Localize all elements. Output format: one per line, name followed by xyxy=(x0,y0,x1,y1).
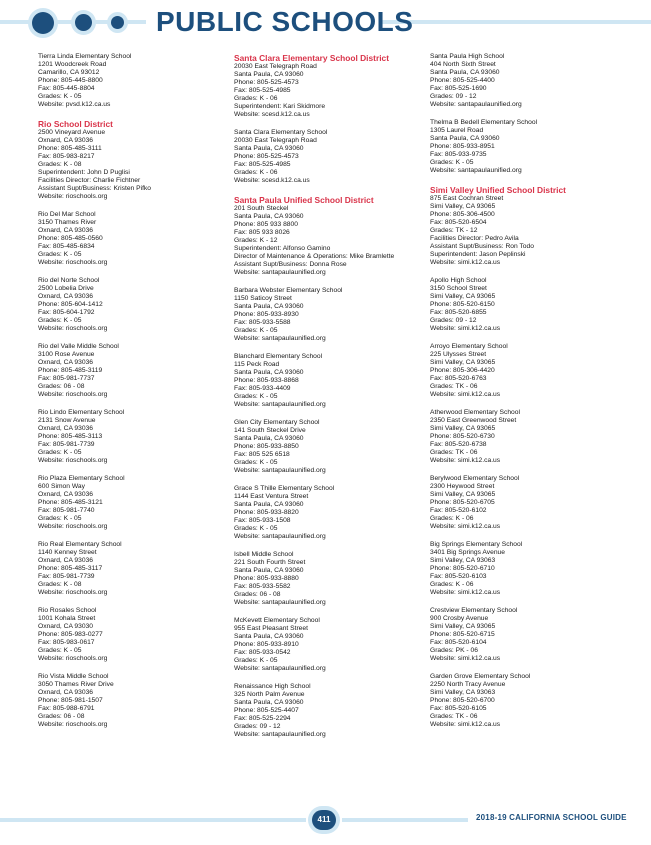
entry-line: Oxnard, CA 93030 xyxy=(38,623,94,630)
entry-line: Website: santapaulaunified.org xyxy=(234,401,326,408)
entry-line: Fax: 805-520-6504 xyxy=(430,219,487,226)
footer-rule-right xyxy=(342,818,468,822)
entry-line: Phone: 805-520-6150 xyxy=(430,301,495,308)
entry-line: Phone: 805-933-8930 xyxy=(234,311,299,318)
entry-line: Phone: 805-520-6715 xyxy=(430,631,495,638)
entry-line: Phone: 805-520-6730 xyxy=(430,433,495,440)
entry-line: Website: rioschools.org xyxy=(38,655,108,662)
entry-line: Phone: 805-485-3117 xyxy=(38,565,103,572)
entry-line: Grades: K - 05 xyxy=(38,251,82,258)
entry-line: Website: santapaulaunified.org xyxy=(234,335,326,342)
entry-line: Grades: K - 05 xyxy=(38,647,82,654)
entry-line: 20030 East Telegraph Road xyxy=(234,63,317,70)
school-entry xyxy=(234,683,424,739)
entry-line: 2300 Heywood Street xyxy=(430,483,495,490)
footer-rule-left xyxy=(0,818,306,822)
entry-line: Fax: 805-981-7739 xyxy=(38,573,95,580)
school-name: Grace S Thille Elementary School xyxy=(234,485,335,492)
school-entry xyxy=(430,119,620,175)
entry-line: Fax: 805-933-5588 xyxy=(234,319,291,326)
school-entry xyxy=(430,409,620,465)
school-name: Rio del Norte School xyxy=(38,277,100,284)
entry-line: Assistant Supt/Business: Donna Rose xyxy=(234,261,347,268)
school-name: Big Springs Elementary School xyxy=(430,541,523,548)
school-name: Berylwood Elementary School xyxy=(430,475,520,482)
entry-line: Phone: 805-933-8820 xyxy=(234,509,299,516)
entry-line: Phone: 805-933-8880 xyxy=(234,575,299,582)
entry-line: Grades: 06 - 08 xyxy=(234,591,281,598)
entry-line: Superintendent: John D Puglisi xyxy=(38,169,130,176)
entry-line: Website: santapaulaunified.org xyxy=(234,731,326,738)
school-name: Renaissance High School xyxy=(234,683,311,690)
page-footer xyxy=(0,808,651,838)
header-dot-small-icon xyxy=(111,16,124,29)
entry-line: Fax: 805-525-2294 xyxy=(234,715,291,722)
entry-line: Fax: 805-933-5582 xyxy=(234,583,291,590)
entry-line: 875 East Cochran Street xyxy=(430,195,504,202)
entry-line: Grades: K - 06 xyxy=(430,581,474,588)
entry-line: Assistant Supt/Business: Ron Todo xyxy=(430,243,534,250)
school-entry xyxy=(38,607,228,663)
entry-line: Fax: 805-525-4985 xyxy=(234,87,291,94)
entry-line: Simi Valley, CA 93063 xyxy=(430,557,496,564)
entry-line: Santa Paula, CA 93060 xyxy=(234,699,304,706)
entry-line: Website: rioschools.org xyxy=(38,193,108,200)
entry-line: Website: simi.k12.ca.us xyxy=(430,655,501,662)
district-name: Rio School District xyxy=(38,119,113,129)
entry-line: Simi Valley, CA 93063 xyxy=(430,689,496,696)
entry-line: Camarillo, CA 93012 xyxy=(38,69,100,76)
entry-line: Grades: K - 05 xyxy=(430,159,474,166)
entry-line: Santa Paula, CA 93060 xyxy=(234,303,304,310)
entry-line: Simi Valley, CA 93065 xyxy=(430,359,496,366)
entry-line: Santa Paula, CA 93060 xyxy=(234,435,304,442)
entry-line: Phone: 805-520-6705 xyxy=(430,499,495,506)
entry-line: Website: santapaulaunified.org xyxy=(234,269,326,276)
school-entry xyxy=(234,617,424,673)
school-entry xyxy=(234,551,424,607)
school-name: Rio Lindo Elementary School xyxy=(38,409,125,416)
header-dot-medium-icon xyxy=(75,14,92,31)
entry-line: 3150 School Street xyxy=(430,285,487,292)
entry-line: Phone: 805-933-8850 xyxy=(234,443,299,450)
entry-line: Simi Valley, CA 93065 xyxy=(430,293,496,300)
entry-line: Grades: 09 - 12 xyxy=(430,317,477,324)
entry-line: Santa Paula, CA 93060 xyxy=(234,633,304,640)
entry-line: Grades: K - 05 xyxy=(38,317,82,324)
entry-line: Grades: K - 05 xyxy=(38,93,82,100)
entry-line: Phone: 805-933-8910 xyxy=(234,641,299,648)
school-name: Isbell Middle School xyxy=(234,551,294,558)
school-name: Santa Paula High School xyxy=(430,53,505,60)
entry-line: 2131 Snow Avenue xyxy=(38,417,96,424)
entry-line: Phone: 805 933 8800 xyxy=(234,221,298,228)
entry-line: Website: rioschools.org xyxy=(38,259,108,266)
school-entry xyxy=(430,541,620,597)
entry-line: Website: santapaulaunified.org xyxy=(234,665,326,672)
entry-line: Fax: 805-445-8804 xyxy=(38,85,95,92)
guide-title: 2018-19 CALIFORNIA SCHOOL GUIDE xyxy=(476,813,627,822)
entry-line: 115 Peck Road xyxy=(234,361,280,368)
header-rule-middle xyxy=(56,20,146,24)
school-name: Apollo High School xyxy=(430,277,487,284)
entry-line: Website: rioschools.org xyxy=(38,589,108,596)
entry-line: Superintendent: Kari Skidmore xyxy=(234,103,326,110)
entry-line: 3150 Thames River xyxy=(38,219,97,226)
entry-line: Grades: K - 05 xyxy=(234,393,278,400)
directory-column-2 xyxy=(234,53,424,749)
entry-line: Phone: 805-306-4420 xyxy=(430,367,495,374)
entry-line: Simi Valley, CA 93065 xyxy=(430,491,496,498)
school-name: Barbara Webster Elementary School xyxy=(234,287,343,294)
entry-line: 1140 Kenney Street xyxy=(38,549,97,556)
entry-line: Website: simi.k12.ca.us xyxy=(430,589,501,596)
entry-line: Simi Valley, CA 93065 xyxy=(430,425,496,432)
school-name: Glen City Elementary School xyxy=(234,419,320,426)
entry-line: 1305 Laurel Road xyxy=(430,127,484,134)
school-name: Blanchard Elementary School xyxy=(234,353,323,360)
entry-line: Fax: 805-520-6103 xyxy=(430,573,487,580)
school-entry xyxy=(38,211,228,267)
entry-line: 2500 Vineyard Avenue xyxy=(38,129,106,136)
school-entry xyxy=(234,419,424,475)
entry-line: 201 South Steckel xyxy=(234,205,289,212)
entry-line: Fax: 805-981-7740 xyxy=(38,507,95,514)
entry-line: Website: pvsd.k12.ca.us xyxy=(38,101,111,108)
entry-line: Santa Paula, CA 93060 xyxy=(234,501,304,508)
entry-line: Oxnard, CA 93036 xyxy=(38,137,94,144)
directory-column-1 xyxy=(38,53,228,739)
entry-line: Grades: K - 05 xyxy=(234,657,278,664)
page-header xyxy=(0,0,651,48)
entry-line: Oxnard, CA 93036 xyxy=(38,491,94,498)
entry-line: Website: scesd.k12.ca.us xyxy=(234,177,310,184)
entry-line: Phone: 805-445-8800 xyxy=(38,77,103,84)
school-name: Rio Rosales School xyxy=(38,607,97,614)
entry-line: Grades: 06 - 08 xyxy=(38,383,85,390)
entry-line: Fax: 805-981-7739 xyxy=(38,441,95,448)
school-entry xyxy=(430,475,620,531)
entry-line: Oxnard, CA 93036 xyxy=(38,425,94,432)
entry-line: Fax: 805-485-6834 xyxy=(38,243,95,250)
school-entry xyxy=(38,541,228,597)
school-entry xyxy=(430,53,620,109)
entry-line: Phone: 805-520-6700 xyxy=(430,697,495,704)
entry-line: Grades: K - 06 xyxy=(234,169,278,176)
entry-line: Grades: K - 05 xyxy=(234,327,278,334)
school-entry xyxy=(430,343,620,399)
entry-line: Grades: K - 05 xyxy=(234,459,278,466)
school-entry xyxy=(38,343,228,399)
school-name: Atherwood Elementary School xyxy=(430,409,520,416)
entry-line: Santa Paula, CA 93060 xyxy=(234,369,304,376)
entry-line: Santa Paula, CA 93060 xyxy=(234,145,304,152)
entry-line: Phone: 805-525-4573 xyxy=(234,153,299,160)
entry-line: Fax: 805-520-6763 xyxy=(430,375,487,382)
entry-line: Superintendent: Alfonso Gamino xyxy=(234,245,331,252)
entry-line: Oxnard, CA 93036 xyxy=(38,227,94,234)
entry-line: Website: santapaulaunified.org xyxy=(430,167,522,174)
entry-line: Grades: TK - 06 xyxy=(430,449,478,456)
entry-line: Fax: 805-520-6105 xyxy=(430,705,487,712)
school-name: Thelma B Bedell Elementary School xyxy=(430,119,538,126)
entry-line: Fax: 805-520-6104 xyxy=(430,639,487,646)
entry-line: Phone: 805-983-0277 xyxy=(38,631,103,638)
entry-line: Phone: 805-485-3121 xyxy=(38,499,103,506)
entry-line: Oxnard, CA 93036 xyxy=(38,689,94,696)
entry-line: 3100 Rose Avenue xyxy=(38,351,95,358)
school-entry xyxy=(430,607,620,663)
entry-line: Fax: 805 525 6518 xyxy=(234,451,290,458)
entry-line: Facilities Director: Charlie Fichtner xyxy=(38,177,141,184)
entry-line: Website: simi.k12.ca.us xyxy=(430,523,501,530)
entry-line: Grades: TK - 06 xyxy=(430,713,478,720)
school-name: McKevett Elementary School xyxy=(234,617,320,624)
entry-line: Grades: K - 06 xyxy=(234,95,278,102)
entry-line: Phone: 805-525-4573 xyxy=(234,79,299,86)
entry-line: 600 Simon Way xyxy=(38,483,85,490)
entry-line: Assistant Supt/Business: Kristen Pifko xyxy=(38,185,151,192)
entry-line: Grades: TK - 12 xyxy=(430,227,478,234)
entry-line: Website: simi.k12.ca.us xyxy=(430,457,501,464)
entry-line: Santa Paula, CA 93060 xyxy=(234,213,304,220)
entry-line: 2500 Lobelia Drive xyxy=(38,285,94,292)
entry-line: Phone: 805-485-0560 xyxy=(38,235,103,242)
entry-line: Website: simi.k12.ca.us xyxy=(430,391,501,398)
entry-line: Phone: 805-604-1412 xyxy=(38,301,103,308)
entry-line: Phone: 805-520-6710 xyxy=(430,565,495,572)
entry-line: Fax: 805 933 8026 xyxy=(234,229,290,236)
entry-line: Grades: K - 08 xyxy=(38,161,82,168)
entry-line: Phone: 805-525-4407 xyxy=(234,707,299,714)
entry-line: Simi Valley, CA 93065 xyxy=(430,203,496,210)
entry-line: Director of Maintenance & Operations: Mike Bramlette xyxy=(234,253,395,260)
school-entry xyxy=(430,277,620,333)
entry-line: Oxnard, CA 93036 xyxy=(38,359,94,366)
entry-line: 1201 Woodcreek Road xyxy=(38,61,107,68)
school-entry xyxy=(38,475,228,531)
entry-line: Website: santapaulaunified.org xyxy=(430,101,522,108)
entry-line: Grades: K - 05 xyxy=(234,525,278,532)
entry-line: Website: rioschools.org xyxy=(38,457,108,464)
school-name: Garden Grove Elementary School xyxy=(430,673,531,680)
school-name: Santa Clara Elementary School xyxy=(234,129,328,136)
entry-line: Simi Valley, CA 93065 xyxy=(430,623,496,630)
entry-line: Grades: TK - 06 xyxy=(430,383,478,390)
entry-line: 225 Ulysses Street xyxy=(430,351,487,358)
entry-line: Fax: 805-520-6738 xyxy=(430,441,487,448)
entry-line: Website: santapaulaunified.org xyxy=(234,467,326,474)
entry-line: Fax: 805-525-4985 xyxy=(234,161,291,168)
entry-line: Santa Paula, CA 93060 xyxy=(430,69,500,76)
entry-line: Website: rioschools.org xyxy=(38,721,108,728)
entry-line: Santa Paula, CA 93060 xyxy=(430,135,500,142)
entry-line: Fax: 805-981-7737 xyxy=(38,375,95,382)
entry-line: 955 East Pleasant Street xyxy=(234,625,308,632)
entry-line: 900 Crosby Avenue xyxy=(430,615,489,622)
page-number-badge: 411 xyxy=(312,810,336,830)
district-entry xyxy=(38,119,228,201)
entry-line: Website: rioschools.org xyxy=(38,523,108,530)
school-name: Tierra Linda Elementary School xyxy=(38,53,132,60)
entry-line: Phone: 805-485-3119 xyxy=(38,367,103,374)
entry-line: Phone: 805-306-4500 xyxy=(430,211,495,218)
district-entry xyxy=(234,195,424,277)
entry-line: Fax: 805-933-1508 xyxy=(234,517,291,524)
entry-line: Fax: 805-933-0542 xyxy=(234,649,291,656)
entry-line: Grades: K - 06 xyxy=(430,515,474,522)
entry-line: Grades: 06 - 08 xyxy=(38,713,85,720)
entry-line: 1150 Saticoy Street xyxy=(234,295,292,302)
school-name: Rio del Valle Middle School xyxy=(38,343,119,350)
district-entry xyxy=(234,53,424,119)
entry-line: Grades: 09 - 12 xyxy=(430,93,477,100)
entry-line: Santa Paula, CA 93060 xyxy=(234,567,304,574)
entry-line: 2250 North Tracy Avenue xyxy=(430,681,506,688)
entry-line: Phone: 805-525-4400 xyxy=(430,77,495,84)
entry-line: 325 North Palm Avenue xyxy=(234,691,305,698)
entry-line: Facilities Director: Pedro Avila xyxy=(430,235,519,242)
entry-line: Grades: PK - 06 xyxy=(430,647,478,654)
entry-line: Fax: 805-520-6102 xyxy=(430,507,487,514)
entry-line: 1001 Kohala Street xyxy=(38,615,96,622)
entry-line: Fax: 805-983-0617 xyxy=(38,639,95,646)
school-entry xyxy=(234,287,424,343)
entry-line: Phone: 805-981-1507 xyxy=(38,697,103,704)
directory-column-3 xyxy=(430,53,620,739)
entry-line: Website: santapaulaunified.org xyxy=(234,599,326,606)
entry-line: 3401 Big Springs Avenue xyxy=(430,549,505,556)
page-title: PUBLIC SCHOOLS xyxy=(156,6,414,37)
entry-line: Phone: 805-485-3113 xyxy=(38,433,103,440)
school-entry xyxy=(430,673,620,729)
entry-line: Grades: K - 08 xyxy=(38,581,82,588)
entry-line: Website: rioschools.org xyxy=(38,325,108,332)
entry-line: Grades: K - 05 xyxy=(38,449,82,456)
entry-line: 3050 Thames River Drive xyxy=(38,681,114,688)
entry-line: Oxnard, CA 93036 xyxy=(38,293,94,300)
district-name: Santa Paula Unified School District xyxy=(234,195,374,205)
school-name: Rio Del Mar School xyxy=(38,211,96,218)
entry-line: Grades: 09 - 12 xyxy=(234,723,281,730)
entry-line: 404 North Sixth Street xyxy=(430,61,496,68)
entry-line: Website: simi.k12.ca.us xyxy=(430,325,501,332)
entry-line: Website: simi.k12.ca.us xyxy=(430,259,501,266)
entry-line: Fax: 805-933-4409 xyxy=(234,385,291,392)
school-name: Rio Vista Middle School xyxy=(38,673,109,680)
entry-line: Fax: 805-604-1792 xyxy=(38,309,95,316)
entry-line: Phone: 805-485-3111 xyxy=(38,145,102,152)
entry-line: 1144 East Ventura Street xyxy=(234,493,309,500)
entry-line: Grades: K - 12 xyxy=(234,237,278,244)
entry-line: Phone: 805-933-8868 xyxy=(234,377,299,384)
entry-line: Oxnard, CA 93036 xyxy=(38,557,94,564)
school-entry xyxy=(234,485,424,541)
entry-line: Fax: 805-525-1690 xyxy=(430,85,487,92)
entry-line: Website: simi.k12.ca.us xyxy=(430,721,501,728)
entry-line: Superintendent: Jason Peplinski xyxy=(430,251,526,258)
school-entry xyxy=(38,673,228,729)
entry-line: 2350 East Greenwood Street xyxy=(430,417,517,424)
district-name: Simi Valley Unified School District xyxy=(430,185,566,195)
header-rule-right xyxy=(382,20,651,24)
entry-line: 20030 East Telegraph Road xyxy=(234,137,317,144)
entry-line: Website: santapaulaunified.org xyxy=(234,533,326,540)
entry-line: Santa Paula, CA 93060 xyxy=(234,71,304,78)
school-name: Rio Plaza Elementary School xyxy=(38,475,125,482)
header-dot-large-icon xyxy=(32,12,54,34)
entry-line: Fax: 805-933-9735 xyxy=(430,151,487,158)
school-entry xyxy=(38,277,228,333)
school-entry xyxy=(38,409,228,465)
school-entry xyxy=(234,129,424,185)
entry-line: Phone: 805-933-8951 xyxy=(430,143,495,150)
entry-line: Website: rioschools.org xyxy=(38,391,108,398)
district-entry xyxy=(430,185,620,267)
entry-line: Website: scesd.k12.ca.us xyxy=(234,111,310,118)
school-name: Crestview Elementary School xyxy=(430,607,518,614)
school-entry xyxy=(38,53,228,109)
entry-line: Fax: 805-983-8217 xyxy=(38,153,95,160)
entry-line: Fax: 805-988-6791 xyxy=(38,705,95,712)
entry-line: 221 South Fourth Street xyxy=(234,559,306,566)
school-name: Arroyo Elementary School xyxy=(430,343,508,350)
school-name: Rio Real Elementary School xyxy=(38,541,122,548)
school-entry xyxy=(234,353,424,409)
entry-line: Grades: K - 05 xyxy=(38,515,82,522)
entry-line: 141 South Steckel Drive xyxy=(234,427,306,434)
district-name: Santa Clara Elementary School District xyxy=(234,53,389,63)
entry-line: Fax: 805-520-6855 xyxy=(430,309,487,316)
